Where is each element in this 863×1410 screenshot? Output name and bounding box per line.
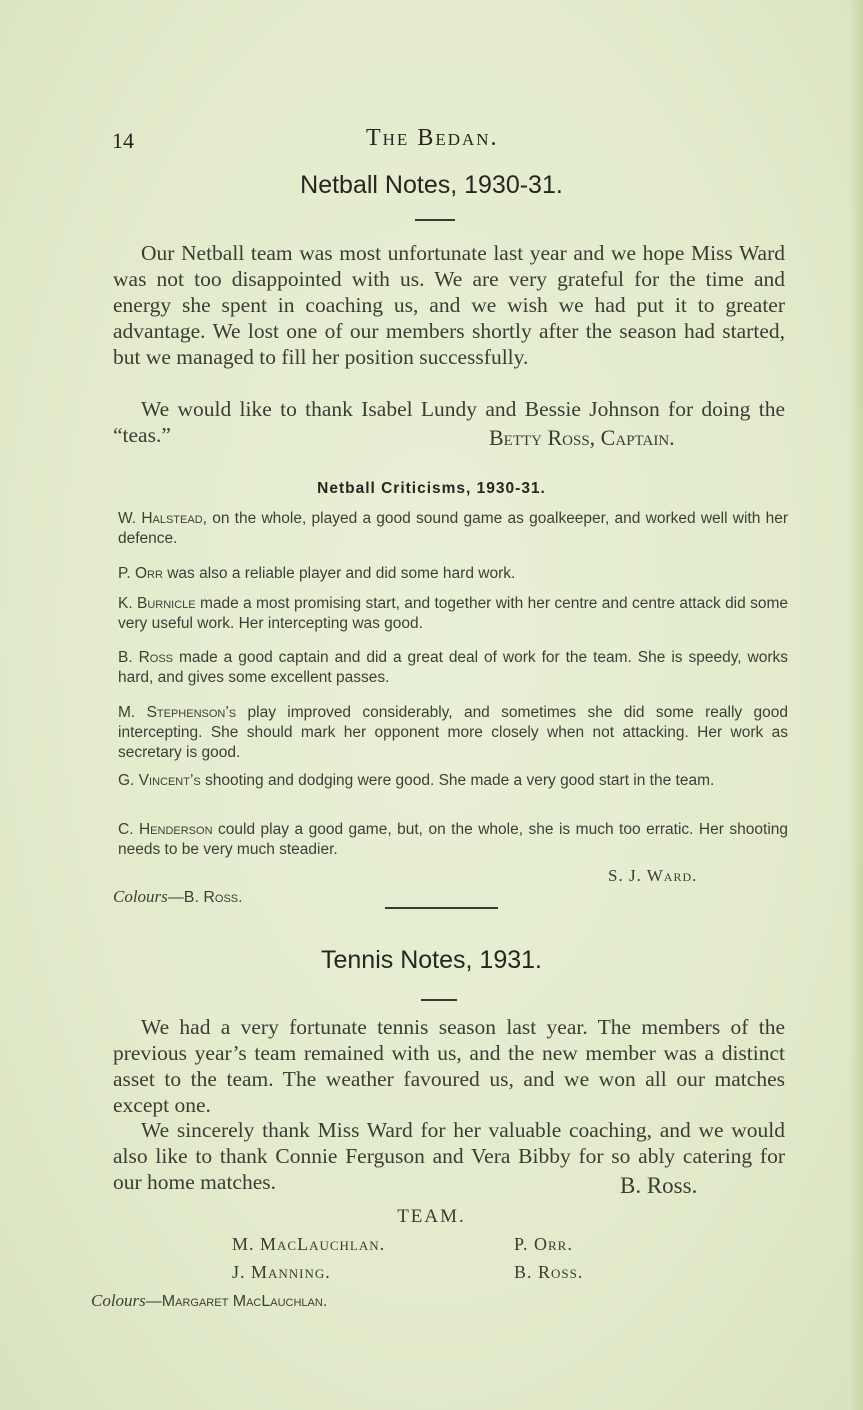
section-divider-rule (385, 907, 498, 909)
tennis-notes-heading: Tennis Notes, 1931. (321, 946, 542, 974)
colours-label: Colours (113, 887, 168, 906)
criticisms-signature: S. J. Ward. (608, 866, 698, 885)
criticism-entry (118, 771, 788, 791)
netball-paragraph-1: Our Netball team was most unfortunate last year and we hope Miss Ward was not too disappointed with us. We are very grateful for the time and energy she spent in coaching us, and we wish we had put it to greater advantage. We lost one of our members shortly after the season had started, but we managed to fill her position successfully. (113, 241, 785, 369)
criticism-entry (118, 648, 788, 688)
criticism-text: shooting and dodging were good. She made a very good start in the team. (200, 772, 715, 789)
short-rule (421, 999, 457, 1001)
team-member: P. Orr. (514, 1234, 573, 1254)
criticism-text: on the whole, played a good sound game as goalkeeper, and worked well with her defence. (118, 510, 788, 547)
player-name: M. Stephenson’s (118, 704, 237, 721)
criticism-entry (118, 509, 788, 549)
team-heading: TEAM. (397, 1206, 466, 1227)
player-name: P. Orr (118, 565, 163, 582)
netball-criticisms-heading: Netball Criticisms, 1930-31. (317, 480, 546, 497)
criticism-text: made a most promising start, and together with her centre and centre attack did some very useful work. Her intercepting was good. (118, 595, 788, 632)
running-title: The Bedan. (366, 125, 499, 151)
netball-colours (113, 887, 243, 907)
colours-value: —B. Ross. (167, 889, 243, 906)
criticism-text: play improved considerably, and sometimes she did some really good intercepting. She should mark her opponent more closely when not attacking. Her work as secretary is good. (118, 704, 788, 761)
player-name: C. Henderson (118, 821, 213, 838)
tennis-paragraph-2: We sincerely thank Miss Ward for her valuable coaching, and we would also like to thank Connie Ferguson and Vera Bibby for so ably catering for our home matches. (113, 1118, 785, 1194)
criticism-text: made a good captain and did a great deal of work for the team. She is speedy, works hard, and gives some excellent passes. (118, 649, 789, 686)
player-name: K. Burnicle (118, 595, 196, 612)
tennis-colours (91, 1291, 327, 1311)
netball-paragraph-2: We would like to thank Isabel Lundy and Bessie Johnson for doing the “teas.” (113, 397, 785, 447)
colours-value: —Margaret MacLauchlan. (145, 1293, 328, 1310)
player-name: B. Ross (118, 649, 174, 666)
colours-label: Colours (91, 1291, 146, 1310)
short-rule (415, 219, 455, 221)
team-member: J. Manning. (232, 1262, 331, 1282)
criticism-entry (118, 703, 788, 763)
netball-notes-heading: Netball Notes, 1930-31. (300, 171, 563, 199)
team-member: M. MacLauchlan. (232, 1234, 386, 1254)
criticism-entry (118, 820, 788, 860)
criticism-text: was also a reliable player and did some hard work. (162, 565, 516, 582)
criticism-entry (118, 594, 788, 634)
page-edge-shading (849, 0, 863, 1410)
tennis-paragraph-1: We had a very fortunate tennis season last year. The members of the previous year’s team remained with us, and the new member was a distinct asset to the team. The weather favoured us, and we won all our matches except one. (113, 1015, 785, 1117)
page-number: 14 (112, 128, 134, 153)
netball-signature: Betty Ross, Captain. (489, 425, 675, 450)
tennis-signature: B. Ross. (620, 1173, 698, 1198)
criticism-entry (118, 564, 788, 584)
criticism-text: could play a good game, but, on the whole, she is much too erratic. Her shooting needs to be very much steadier. (118, 821, 788, 858)
team-member: B. Ross. (514, 1262, 584, 1282)
player-name: G. Vincent’s (118, 772, 201, 789)
player-name: W. Halstead, (118, 510, 207, 527)
